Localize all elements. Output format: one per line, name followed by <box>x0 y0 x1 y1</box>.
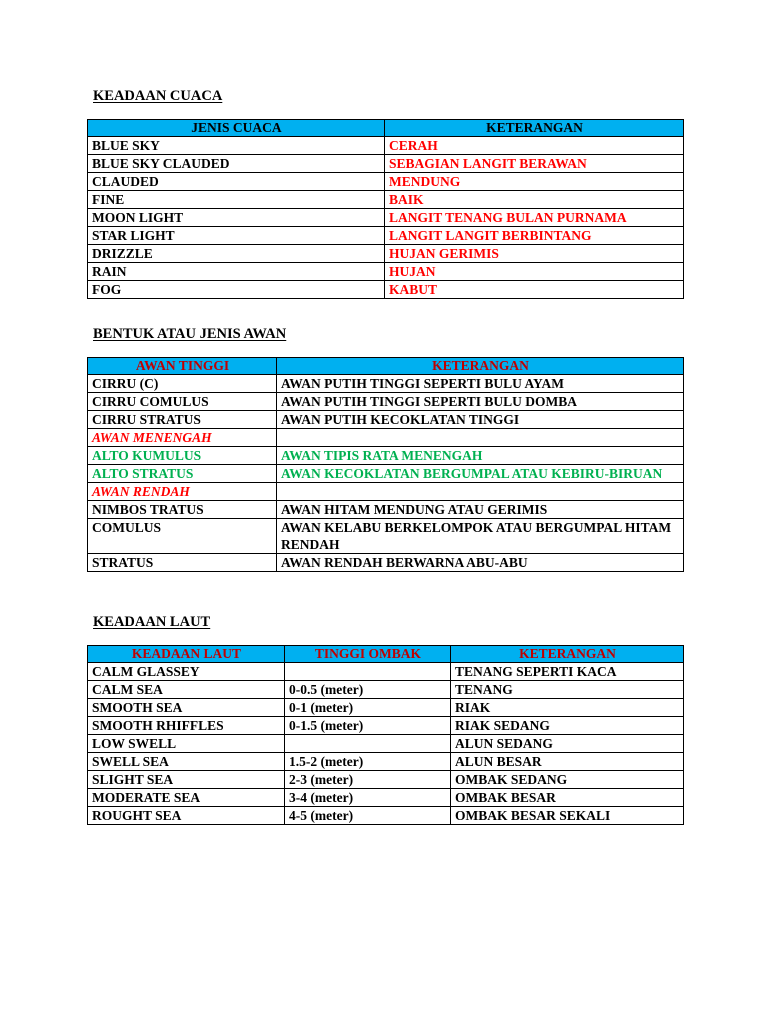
weather-type-cell: RAIN <box>88 263 385 281</box>
description-cell: AWAN PUTIH TINGGI SEPERTI BULU DOMBA <box>277 393 684 411</box>
cloud-type-cell: STRATUS <box>88 554 277 572</box>
description-cell: AWAN TIPIS RATA MENENGAH <box>277 447 684 465</box>
column-header: KEADAAN LAUT <box>88 646 285 663</box>
cloud-type-cell: ALTO KUMULUS <box>88 447 277 465</box>
sea-state-cell: MODERATE SEA <box>88 789 285 807</box>
weather-type-cell: STAR LIGHT <box>88 227 385 245</box>
column-header: KETERANGAN <box>385 120 684 137</box>
section-title-keadaan-laut: KEADAAN LAUT <box>93 614 211 630</box>
description-cell: HUJAN GERIMIS <box>385 245 684 263</box>
table-row <box>88 447 684 465</box>
table-row <box>88 245 684 263</box>
cloud-type-cell: CIRRU COMULUS <box>88 393 277 411</box>
table-header-row <box>88 646 684 663</box>
cloud-category-cell: AWAN MENENGAH <box>88 429 277 447</box>
table-row <box>88 411 684 429</box>
section-title-jenis-awan: BENTUK ATAU JENIS AWAN <box>93 326 287 342</box>
weather-type-cell: BLUE SKY CLAUDED <box>88 155 385 173</box>
table-row <box>88 735 684 753</box>
wave-height-cell <box>285 735 451 753</box>
table-row <box>88 137 684 155</box>
wave-height-cell: 0-1.5 (meter) <box>285 717 451 735</box>
wave-height-cell: 0-1 (meter) <box>285 699 451 717</box>
weather-type-cell: DRIZZLE <box>88 245 385 263</box>
cloud-type-cell: NIMBOS TRATUS <box>88 501 277 519</box>
table-row <box>88 375 684 393</box>
table-row <box>88 155 684 173</box>
description-cell: OMBAK BESAR <box>451 789 684 807</box>
column-header: KETERANGAN <box>277 358 684 375</box>
table-header-row <box>88 120 684 137</box>
wave-height-cell <box>285 663 451 681</box>
description-cell: OMBAK BESAR SEKALI <box>451 807 684 825</box>
sea-state-cell: CALM SEA <box>88 681 285 699</box>
description-cell <box>277 429 684 447</box>
sea-state-cell: SMOOTH SEA <box>88 699 285 717</box>
description-cell: MENDUNG <box>385 173 684 191</box>
description-cell: CERAH <box>385 137 684 155</box>
sea-state-cell: LOW SWELL <box>88 735 285 753</box>
table-row <box>88 281 684 299</box>
table-row <box>88 771 684 789</box>
weather-type-cell: MOON LIGHT <box>88 209 385 227</box>
table-row <box>88 663 684 681</box>
table-row <box>88 681 684 699</box>
description-cell: HUJAN <box>385 263 684 281</box>
table-row <box>88 173 684 191</box>
weather-type-cell: BLUE SKY <box>88 137 385 155</box>
cloud-type-cell: COMULUS <box>88 519 277 554</box>
wave-height-cell: 4-5 (meter) <box>285 807 451 825</box>
description-cell: BAIK <box>385 191 684 209</box>
table-row <box>88 789 684 807</box>
cloud-category-cell: AWAN RENDAH <box>88 483 277 501</box>
description-cell: AWAN HITAM MENDUNG ATAU GERIMIS <box>277 501 684 519</box>
description-cell: AWAN RENDAH BERWARNA ABU-ABU <box>277 554 684 572</box>
section-title-keadaan-cuaca: KEADAAN CUACA <box>93 88 223 104</box>
table-header-row <box>88 358 684 375</box>
table-row <box>88 699 684 717</box>
table-row <box>88 209 684 227</box>
column-header: TINGGI OMBAK <box>285 646 451 663</box>
table-row <box>88 717 684 735</box>
description-cell: LANGIT TENANG BULAN PURNAMA <box>385 209 684 227</box>
table-row <box>88 227 684 245</box>
sea-state-cell: SMOOTH RHIFFLES <box>88 717 285 735</box>
description-cell: ALUN BESAR <box>451 753 684 771</box>
cloud-type-cell: CIRRU STRATUS <box>88 411 277 429</box>
table-row <box>88 393 684 411</box>
description-cell: KABUT <box>385 281 684 299</box>
description-cell: ALUN SEDANG <box>451 735 684 753</box>
table-row <box>88 191 684 209</box>
description-cell: RIAK SEDANG <box>451 717 684 735</box>
weather-type-cell: FINE <box>88 191 385 209</box>
table-row <box>88 807 684 825</box>
description-cell: AWAN KELABU BERKELOMPOK ATAU BERGUMPAL HITAM RENDAH <box>277 519 684 554</box>
description-cell: TENANG SEPERTI KACA <box>451 663 684 681</box>
column-header: KETERANGAN <box>451 646 684 663</box>
table-row <box>88 483 684 501</box>
wave-height-cell: 2-3 (meter) <box>285 771 451 789</box>
table-row <box>88 501 684 519</box>
weather-type-cell: FOG <box>88 281 385 299</box>
description-cell <box>277 483 684 501</box>
wave-height-cell: 3-4 (meter) <box>285 789 451 807</box>
description-cell: SEBAGIAN LANGIT BERAWAN <box>385 155 684 173</box>
description-cell: AWAN PUTIH KECOKLATAN TINGGI <box>277 411 684 429</box>
weather-type-cell: CLAUDED <box>88 173 385 191</box>
description-cell: RIAK <box>451 699 684 717</box>
cloud-table <box>87 357 684 572</box>
sea-state-cell: SLIGHT SEA <box>88 771 285 789</box>
sea-state-cell: ROUGHT SEA <box>88 807 285 825</box>
table-row <box>88 519 684 554</box>
sea-state-table <box>87 645 684 825</box>
table-row <box>88 429 684 447</box>
table-row <box>88 753 684 771</box>
cloud-type-cell: ALTO STRATUS <box>88 465 277 483</box>
description-cell: LANGIT LANGIT BERBINTANG <box>385 227 684 245</box>
wave-height-cell: 1.5-2 (meter) <box>285 753 451 771</box>
description-cell: AWAN PUTIH TINGGI SEPERTI BULU AYAM <box>277 375 684 393</box>
table-row <box>88 263 684 281</box>
description-cell: TENANG <box>451 681 684 699</box>
description-cell: AWAN KECOKLATAN BERGUMPAL ATAU KEBIRU-BIRUAN <box>277 465 684 483</box>
description-cell: OMBAK SEDANG <box>451 771 684 789</box>
table-row <box>88 465 684 483</box>
table-row <box>88 554 684 572</box>
wave-height-cell: 0-0.5 (meter) <box>285 681 451 699</box>
cloud-type-cell: CIRRU (C) <box>88 375 277 393</box>
sea-state-cell: CALM GLASSEY <box>88 663 285 681</box>
weather-table <box>87 119 684 299</box>
sea-state-cell: SWELL SEA <box>88 753 285 771</box>
column-header: AWAN TINGGI <box>88 358 277 375</box>
column-header: JENIS CUACA <box>88 120 385 137</box>
